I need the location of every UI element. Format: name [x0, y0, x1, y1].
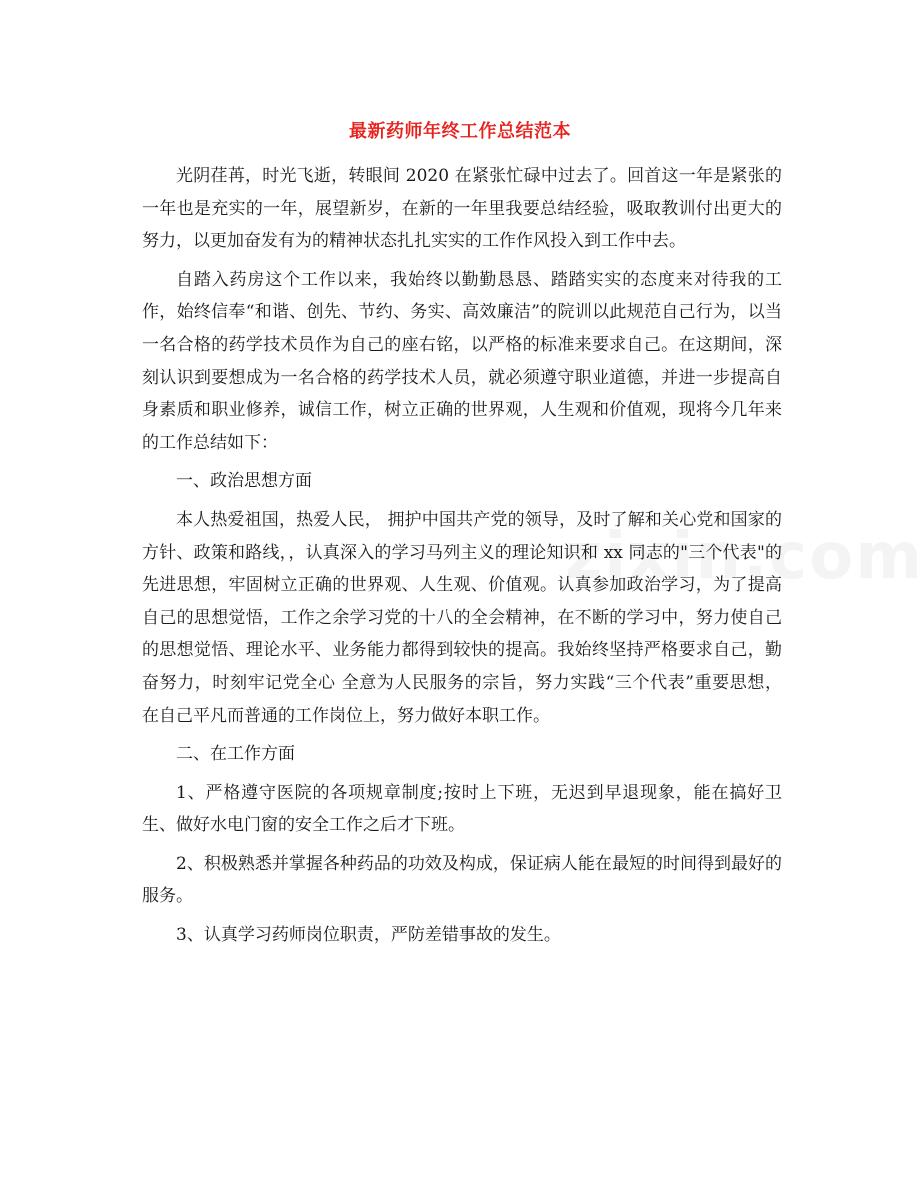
- list-item-work-2: 2、积极熟悉并掌握各种药品的功效及构成，保证病人能在最短的时间得到最好的服务。: [142, 853, 782, 907]
- paragraph-intro: 光阴荏苒，时光飞逝，转眼间 2020 在紧张忙碌中过去了。回首这一年是紧张的一年也是充实的一年，展望新岁，在新的一年里我要总结经验，吸取教训付出更大的努力，以更加奋发有为的精神状态扎扎实实的工作作风投入到工作中去。: [142, 166, 782, 252]
- paragraph-overview: 自踏入药房这个工作以来，我始终以勤勤恳恳、踏踏实实的态度来对待我的工作，始终信奉“和谐、创先、节约、务实、高效廉洁”的院训以此规范自己行为，以当一名合格的药学技术员作为自己的座右铭，以严格的标准来要求自己。在这期间，深刻认识到要想成为一名合格的药学技术人员，就必须遵守职业道德，并进一步提高自身素质和职业修养，诚信工作，树立正确的世界观，人生观和价值观，现将今几年来的工作总结如下：: [142, 269, 782, 453]
- list-item-work-3: 3、认真学习药师岗位职责，严防差错事故的发生。: [176, 925, 561, 946]
- section-heading-work: 二、在工作方面: [176, 744, 295, 765]
- document-title: 最新药师年终工作总结范本: [349, 121, 571, 142]
- section-heading-politics: 一、政治思想方面: [176, 471, 312, 492]
- list-item-work-1: 1、严格遵守医院的各项规章制度;按时上下班，无迟到早退现象，能在搞好卫生、做好水电门窗的安全工作之后才下班。: [142, 782, 782, 836]
- document-body: [142, 160, 782, 958]
- paragraph-politics: 本人热爱祖国，热爱人民， 拥护中国共产党的领导，及时了解和关心党和国家的方针、政策和路线，，认真深入的学习马列主义的理论知识和 xx 同志的"三个代表"的先进思想，牢固树立正确的世界观、人生观、价值观。认真参加政治学习，为了提高自己的思想觉悟，工作之余学习党的十八的全会精神，在不断的学习中，努力使自己的思想觉悟、理论水平、业务能力都得到较快的提高。我始终坚持严格要求自己，勤奋努力，时刻牢记党全心 全意为人民服务的宗旨，努力实践“三个代表”重要思想， 在自己平凡而普通的工作岗位上，努力做好本职工作。: [142, 509, 782, 726]
